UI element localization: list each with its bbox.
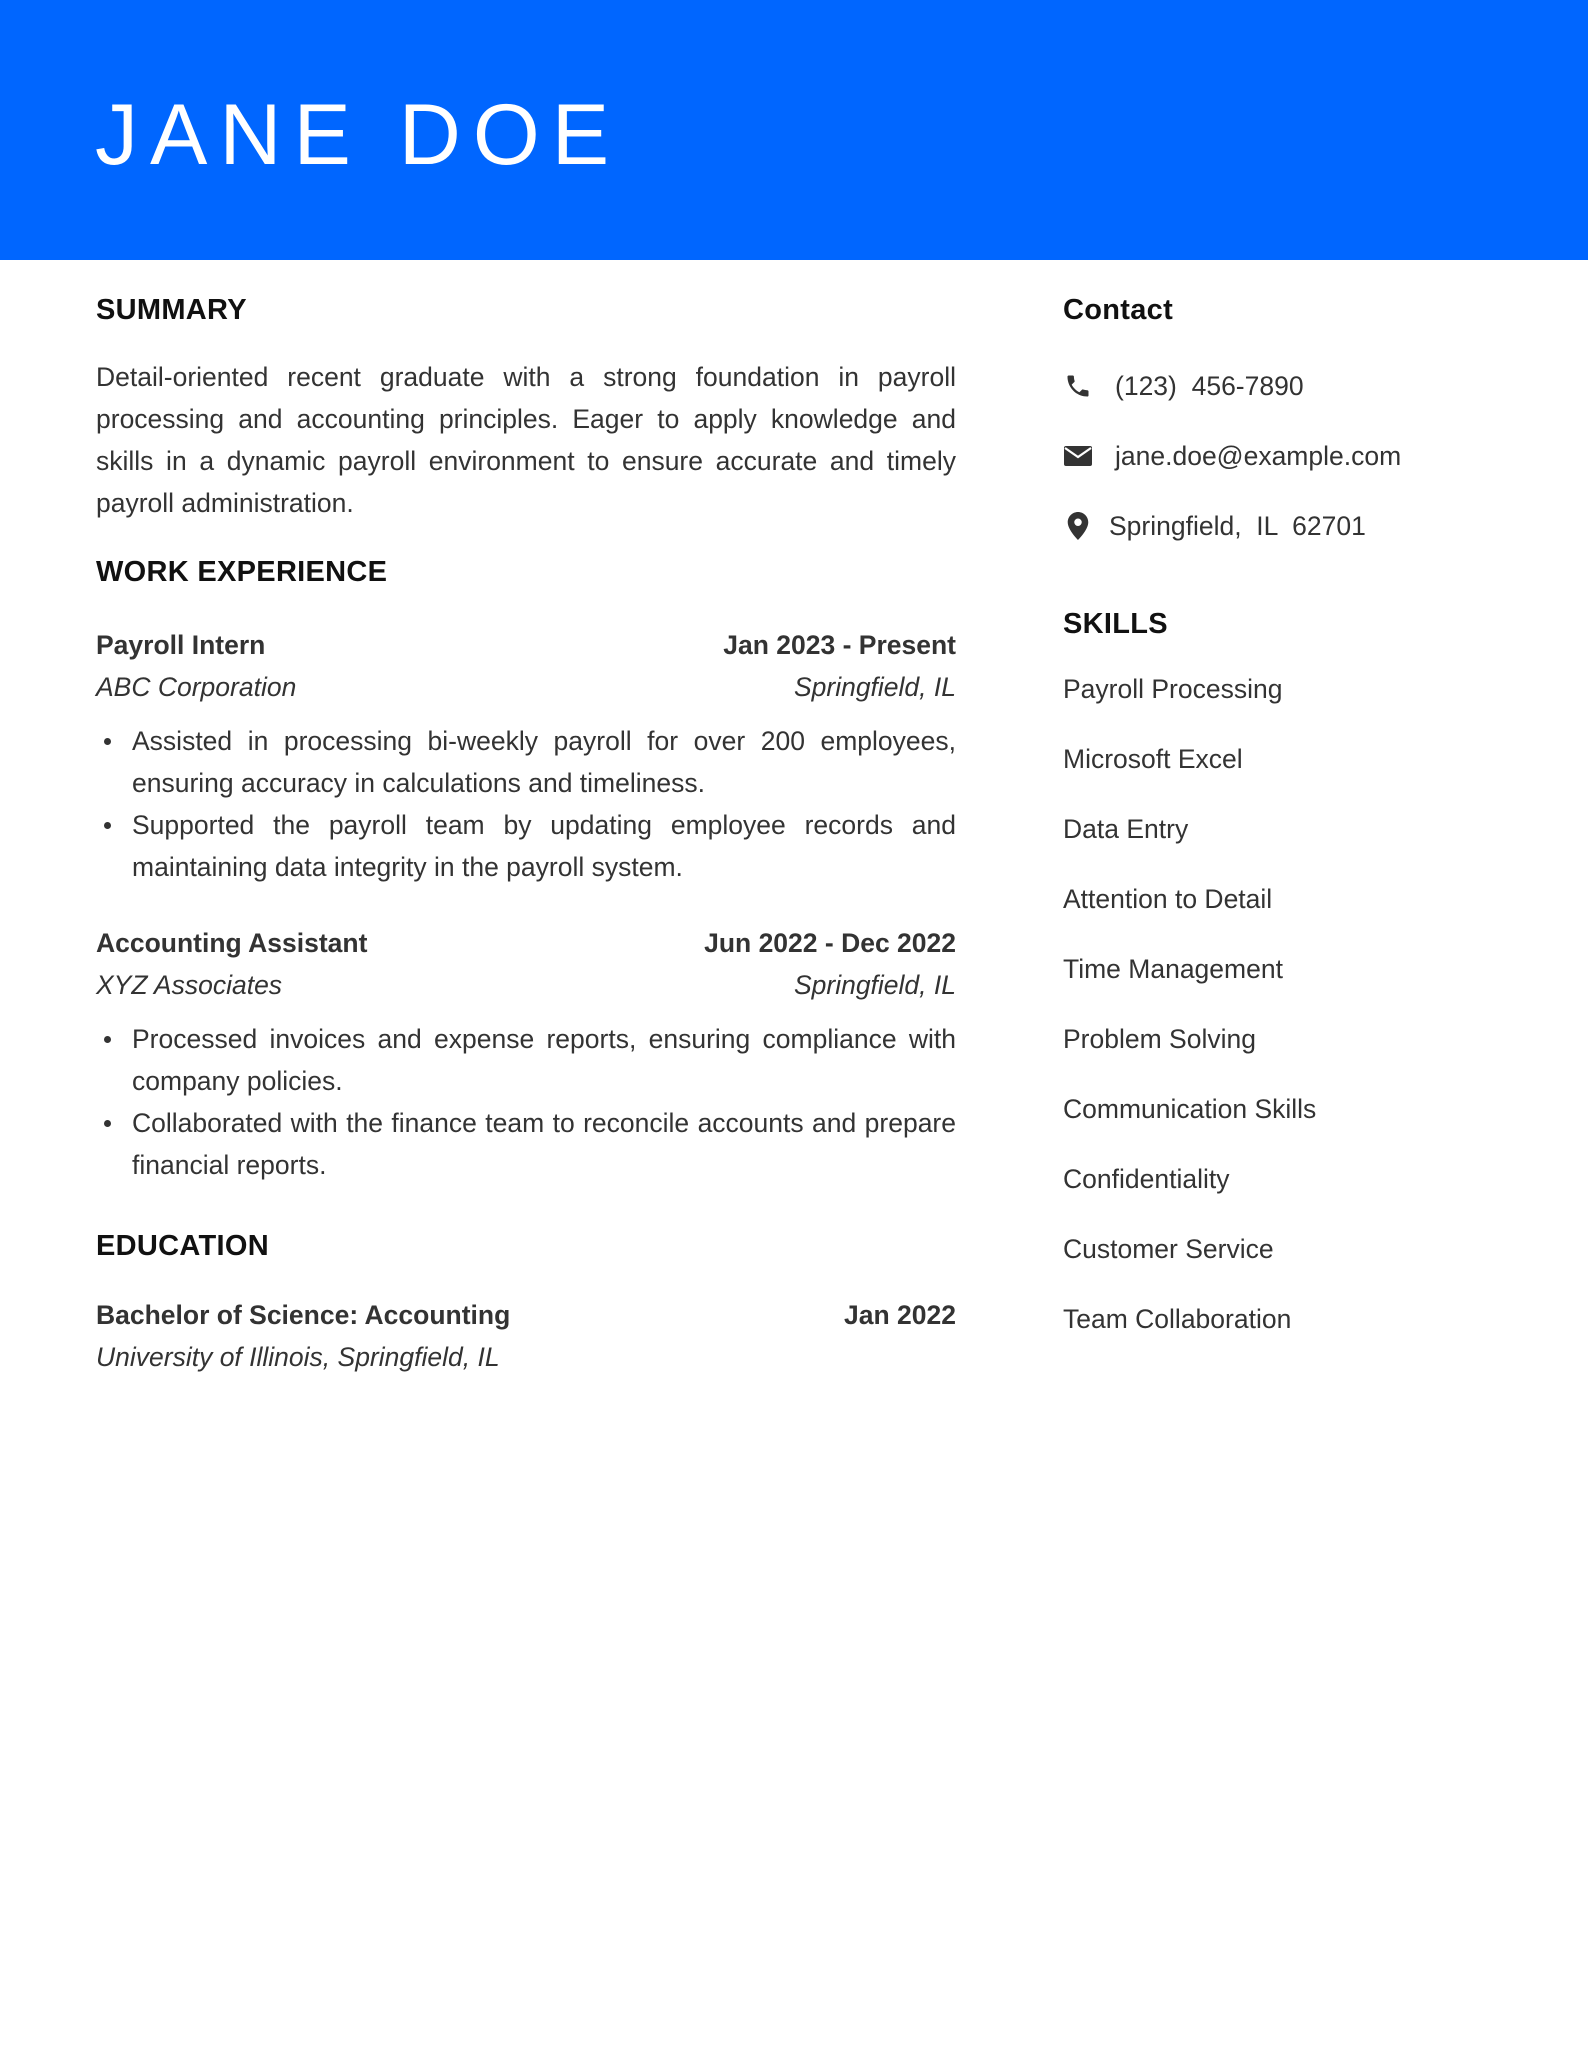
job-subheader-row [96,666,956,708]
job-location: Springfield, IL [793,672,956,702]
skills-heading: SKILLS [1063,608,1168,640]
sidebar-column [1063,290,1523,1340]
education-degree: Bachelor of Science: Accounting [96,1300,511,1330]
job-bullet: Collaborated with the finance team to reconcile accounts and prepare financial reports. [96,1102,956,1186]
skill-item: Team Collaboration [1063,1304,1292,1334]
contact-heading: Contact [1063,294,1174,326]
contact-phone[interactable] [1063,364,1523,408]
job-bullet: Supported the payroll team by updating employee records and maintaining data integrity in the payroll system. [96,804,956,888]
job-header-row [96,922,956,964]
skill-item: Microsoft Excel [1063,744,1243,774]
job-entry [96,922,956,1186]
job-company: ABC Corporation [96,672,297,702]
skills-list [1063,668,1523,1340]
skill-item: Payroll Processing [1063,674,1283,704]
phone-icon [1063,371,1093,401]
skill-item: Confidentiality [1063,1164,1230,1194]
education-header-row [96,1294,956,1336]
job-bullets [96,720,956,888]
job-location: Springfield, IL [793,970,956,1000]
job-bullets [96,1018,956,1186]
contact-email-text: jane.doe@example.com [1115,440,1402,471]
header-banner [0,0,1588,260]
job-dates: Jun 2022 - Dec 2022 [704,928,956,958]
job-header-row [96,624,956,666]
job-role: Accounting Assistant [96,928,368,958]
education-school-row [96,1336,956,1378]
education-date: Jan 2022 [844,1300,956,1330]
summary-heading: SUMMARY [96,294,247,326]
skill-item: Attention to Detail [1063,884,1273,914]
job-subheader-row [96,964,956,1006]
education-heading: EDUCATION [96,1230,269,1262]
work-experience-heading: WORK EXPERIENCE [96,556,388,588]
job-company: XYZ Associates [96,970,283,1000]
contact-location [1063,504,1523,548]
skill-item: Time Management [1063,954,1283,984]
job-role: Payroll Intern [96,630,266,660]
contact-list [1063,364,1523,548]
contact-phone-text: (123) 456-7890 [1115,370,1304,401]
job-dates: Jan 2023 - Present [723,630,956,660]
skill-item: Problem Solving [1063,1024,1256,1054]
map-pin-icon [1063,511,1093,541]
contact-email[interactable] [1063,434,1523,478]
candidate-name: JANE DOE [95,87,622,183]
education-entry [96,1294,956,1378]
skill-item: Data Entry [1063,814,1189,844]
contact-location-text: Springfield, IL 62701 [1109,510,1366,541]
summary-text: Detail-oriented recent graduate with a strong foundation in payroll processing and accounting principles. Eager to apply knowledge and skills in a dynamic payroll environment to ensure accurate and timely payroll administration. [96,362,956,518]
envelope-icon [1063,441,1093,471]
skill-item: Customer Service [1063,1234,1274,1264]
job-bullet: Processed invoices and expense reports, ensuring compliance with company policies. [96,1018,956,1102]
job-bullet: Assisted in processing bi-weekly payroll for over 200 employees, ensuring accuracy in calculations and timeliness. [96,720,956,804]
education-school: University of Illinois, Springfield, IL [96,1342,500,1372]
main-column [96,290,956,1378]
job-entry [96,624,956,888]
skill-item: Communication Skills [1063,1094,1317,1124]
